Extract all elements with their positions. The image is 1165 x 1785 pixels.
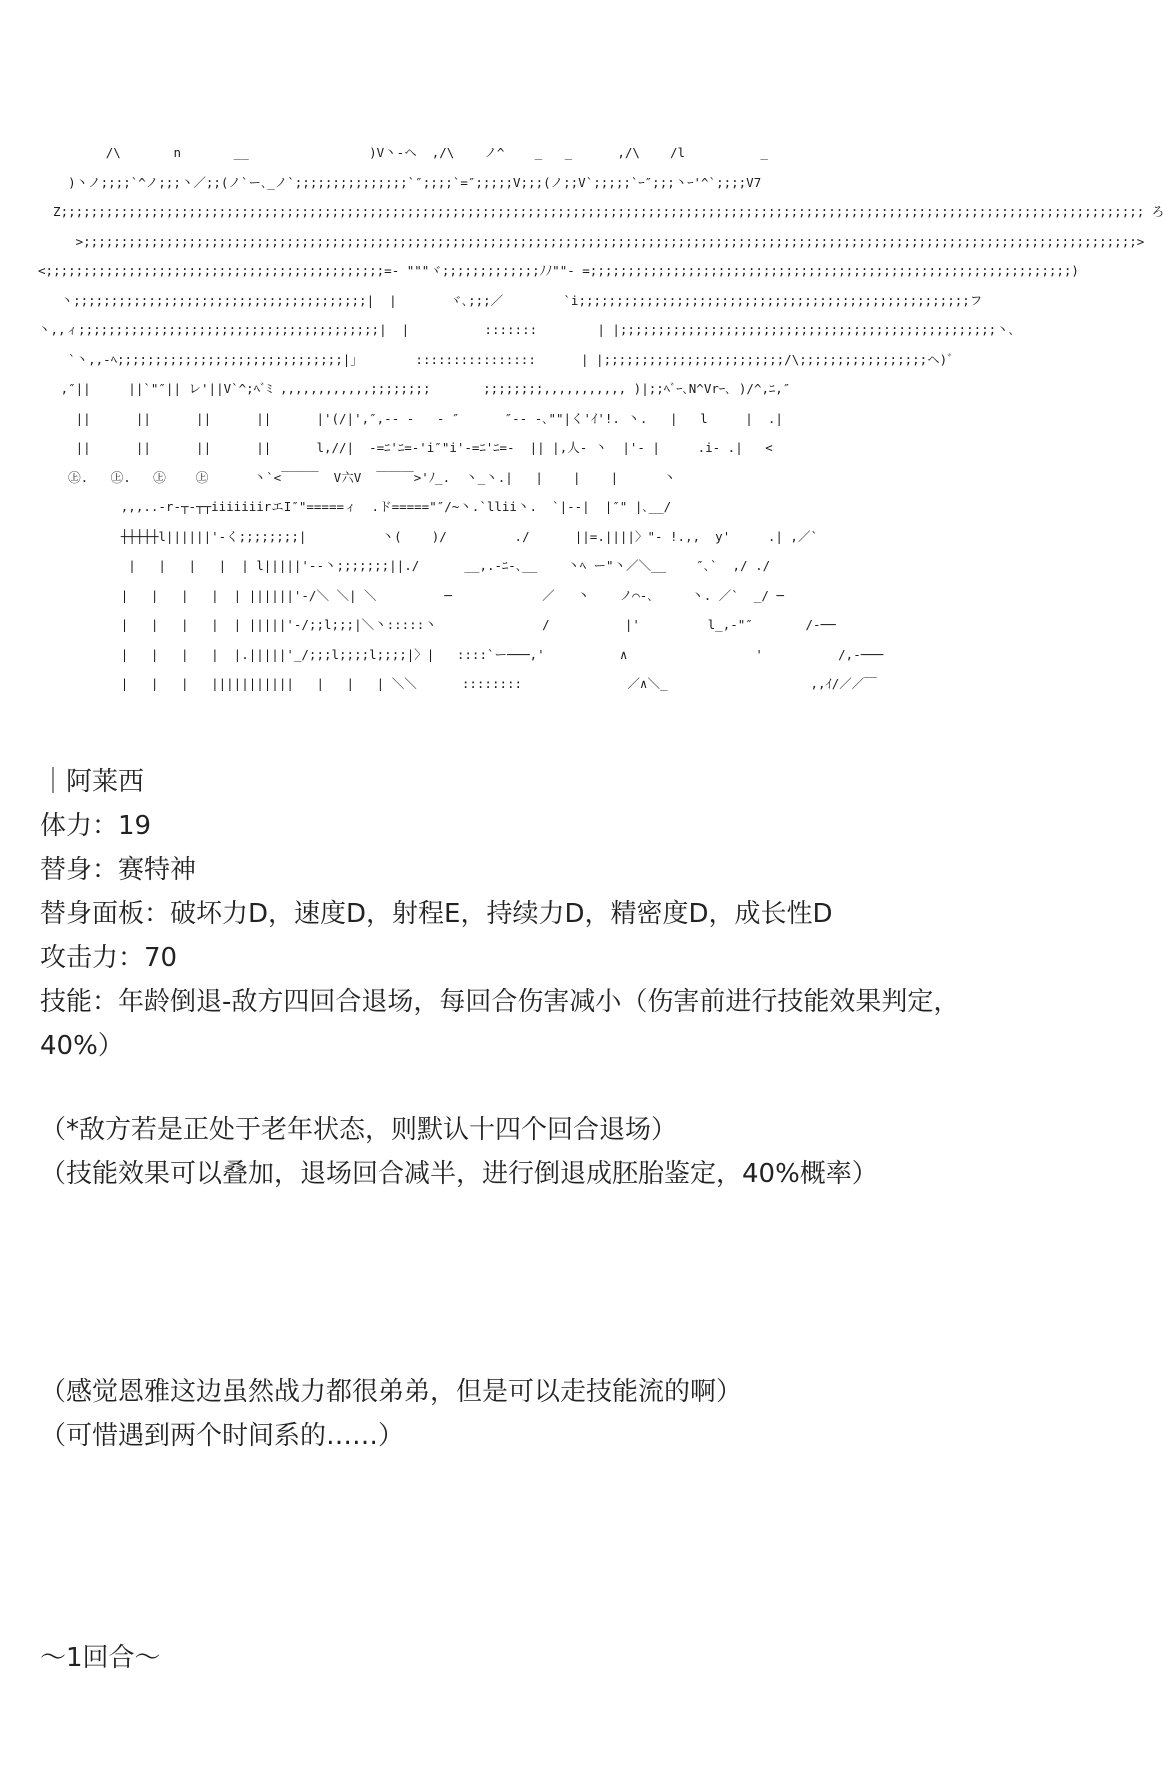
round-label: ～1回合～ <box>40 1643 161 1673</box>
skill-notes <box>40 1108 1120 1196</box>
stand-panel-line: 替身面板：破坏力D，速度D，射程E，持续力D，精密度D，成长性D <box>40 899 833 929</box>
comment-time-users: （可惜遇到两个时间系的……） <box>40 1421 405 1451</box>
skill-line: 技能：年龄倒退-敌方四回合退场，每回合伤害减小（伤害前进行技能效果判定，40%） <box>40 987 960 1061</box>
character-name: ｜阿莱西 <box>40 767 145 797</box>
note-stacking: （技能效果可以叠加，退场回合减半，进行倒退成胚胎鉴定，40%概率） <box>40 1159 878 1189</box>
comment-skill-route: （感觉恩雅这边虽然战力都很弟弟，但是可以走技能流的啊） <box>40 1377 743 1407</box>
stand-line: 替身：赛特神 <box>40 855 197 885</box>
ascii-art: /\ n __ )V丶-ヘ ,/\ ノ^ _ _ ,/\ /l _ )丶ノ;;;;`^ノ;;;丶／;;(ノ`ー､_ノ`;;;;;;;;;;;;;;;`″;;;;`=″;;;;;V;;;(ノ;;V`;;;;;`ｰ″;;;丶ｰ'^`;;;;V7 Z;;;;;;;;;;;;;;;;;;;;;;;;;;;;;;;;;;;;;;;;;;;;;;;;;;;;;;;;;;;;;;;;;;;;;;;;;;;;;;;;;;;;;;;;;;;;;;;;;;;;;;;;;;;;;;;;;;;;;;;;;;;;;;;;;;;;;;;;;;;;;;;; ろ >;;;;;;;;;;;;;;;;;;;;;;;;;;;;;;;;;;;;;;;;;;;;;;;;;;;;;;;;;;;;;;;;;;;;;;;;;;;;;;;;;;;;;;;;;;;;;;;;;;;;;;;;;;;;;;;;;;;;;;;;;;;;;;;;;;;;;;;;;;;;> <;;;;;;;;;;;;;;;;;;;;;;;;;;;;;;;;;;;;;;;;;;;;;=- """ヾ;;;;;;;;;;;;;ﾉﾉ""- =;;;;;;;;;;;;;;;;;;;;;;;;;;;;;;;;;;;;;;;;;;;;;;;;;;;;;;;;;;;;;;;;) 丶;;;;;;;;;;;;;;;;;;;;;;;;;;;;;;;;;;;;;;;| | ヾ､;;;／ `i;;;;;;;;;;;;;;;;;;;;;;;;;;;;;;;;;;;;;;;;;;;;;;;;;;;;フ 丶,,ィ;;;;;;;;;;;;;;;;;;;;;;;;;;;;;;;;;;;;;;;;| | ::::::: | |;;;;;;;;;;;;;;;;;;;;;;;;;;;;;;;;;;;;;;;;;;;;;;;;;;丶､ `丶,,-ﾍ;;;;;;;;;;;;;;;;;;;;;;;;;;;;;;|」 :::::::::::::::: | |;;;;;;;;;;;;;;;;;;;;;;;;/\;;;;;;;;;;;;;;;;;ヘ)ﾞ ,″|| ||`"″|| レ'||V`^;ﾍﾞﾐ ,,,,,,,,,,,,;;;;;;;; ;;;;;;;;,,,,,,,,,,, )|;;ﾍﾞｰ､N^Vrｰ､ )/^,ﾆ,″ || || || || |'(/|',″,-- - ‐ ″ ″-- ‐､""|く'ｲ'!. 丶. | l | .| || || || || l,//| -=ﾆ'ﾆ=-'i″"i'-=ﾆ'ﾆ=- || |,人- 丶 |'- | .i- .| < ㊤. ㊤. ㊤ ㊤ 丶`<￣￣￣ V六V ￣￣￣>'ﾉ_. 丶_丶.| | | | 丶 ,,,..-r-┬-┬┬iiiiiiirエI″"=====ィ .ド====="″/~丶.`llii丶. `|--| |″" |､__/ ┼┼┼┼┼l||||||'-く;;;;;;;;| 丶( )/ ./ ||=.||||〉"- !.,, y' .| ,／` | | | | | l|||||'--丶;;;;;;;||./ __,.-ﾆ-､__ 丶ﾍ ー"丶／＼__ ″､` ,/ ./ | | | | | ||||||'-/＼ ＼| ＼ ─ ／ 丶 ノ⌒-､ 丶. ／` _/ ─ | | | | | |||||'-/;;l;;;|＼丶:::::丶 / |' l_,-"″ /-── | | | | |.|||||'_/;;;l;;;;l;;;;|〉| ::::`ー───,' ∧ ' /,-─── | | | ||||||||||| | | | ＼＼ :::::::: ／∧＼_ ,,ｲ/／／￣ <box>38 145 1165 691</box>
round-header <box>40 1636 1120 1680</box>
hp-line: 体力：19 <box>40 811 152 841</box>
note-old-age: （*敌方若是正处于老年状态，则默认十四个回合退场） <box>40 1115 678 1145</box>
character-stats <box>40 760 1120 1068</box>
author-comments <box>40 1370 1120 1458</box>
ascii-art-illustration <box>38 138 1165 738</box>
attack-line: 攻击力：70 <box>40 943 178 973</box>
